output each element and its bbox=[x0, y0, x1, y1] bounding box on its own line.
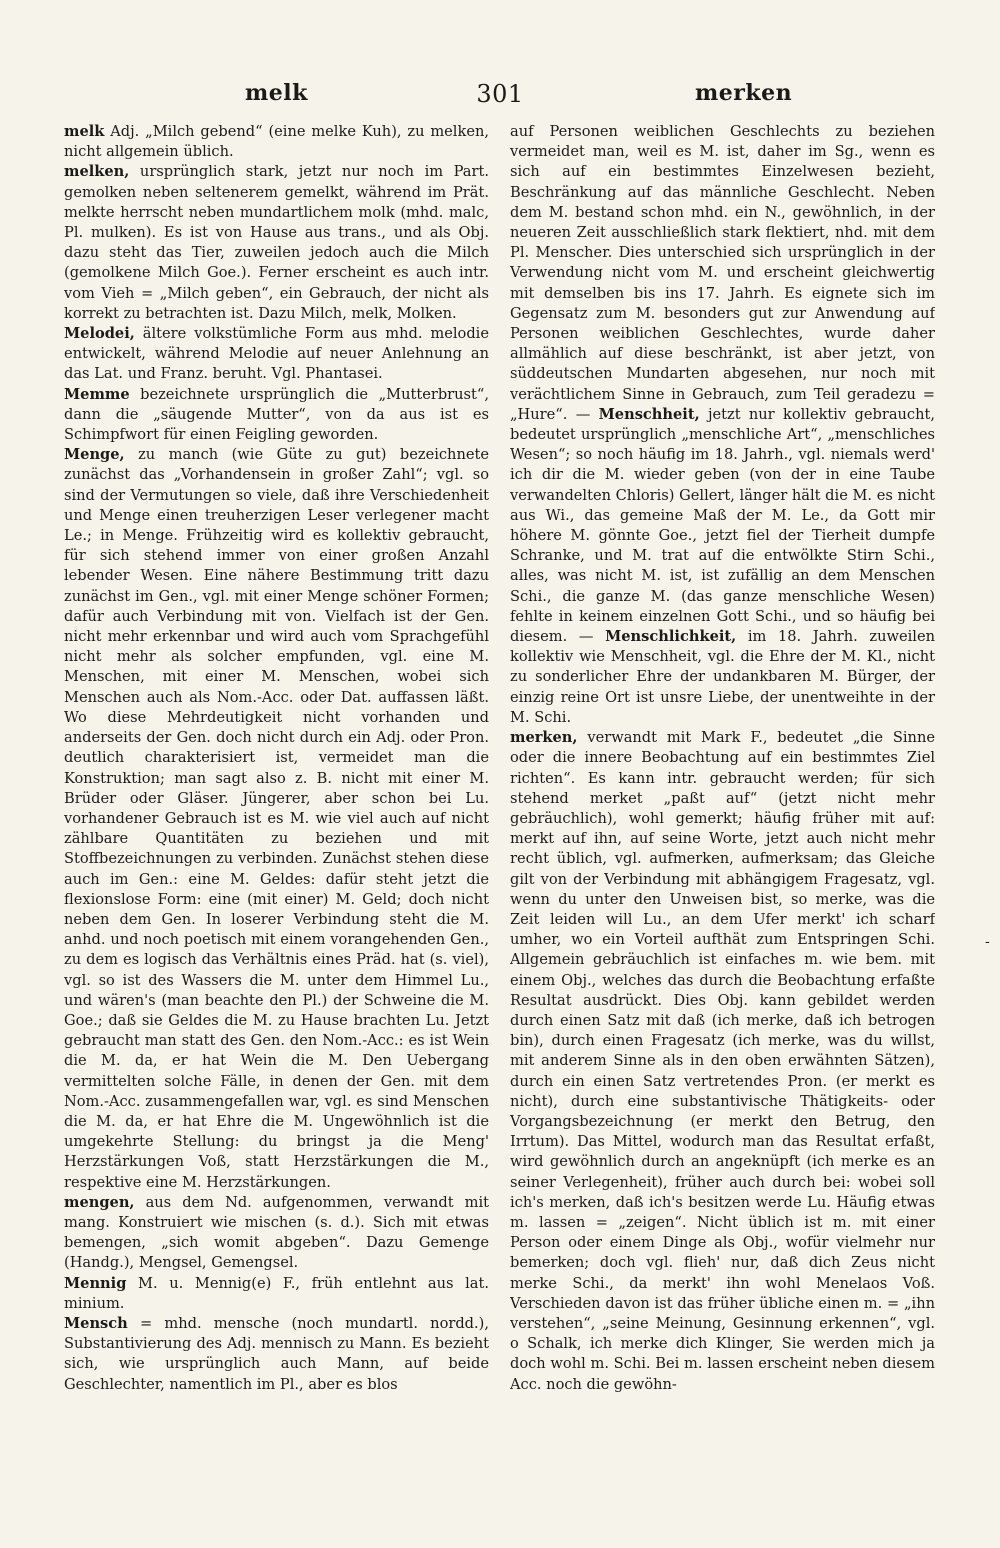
left-column bbox=[64, 122, 489, 1512]
headword: mengen, bbox=[64, 1193, 135, 1211]
entry-text: jetzt nur kollektiv gebraucht, bedeutet ursprünglich „menschliche Art“, „menschliches Wesen“; so noch häufig im 18. Jahrh., vgl. niemals werd' ich dir die M. wieder geben (von der in eine Taube verwandelten Chloris) Gellert, länger hält die M. es nicht aus Wi., das gemeine Maß der M. Le., da Gott mir höhere M. gönnte Goe., jetzt fiel der Tierheit dumpfe Schranke, und M. trat auf die entwölkte Stirn Schi., alles, was nicht M. ist, ist zufällig an dem Menschen Schi., die ganze M. (das ganze menschliche Wesen) fehlte in keinem einzelnen Gott Schi., und so häufig bei diesem. — bbox=[510, 405, 935, 646]
entry-continuation bbox=[510, 122, 935, 728]
headword: Menschheit, bbox=[598, 405, 700, 423]
headword: Menschlichkeit, bbox=[605, 628, 737, 646]
headword: merken, bbox=[510, 729, 578, 747]
entry-text: bezeichnete ursprünglich die „Mutterbrust“, dann die „säugende Mutter“, von da aus ist es Schimpfwort für einen Feigling geworden. bbox=[64, 385, 489, 444]
page-header bbox=[60, 80, 940, 120]
left-running-head: melk bbox=[245, 80, 308, 106]
headword: melk bbox=[64, 123, 105, 140]
entry-text: = mhd. mensche (noch mundartl. nordd.), Substantivierung des Adj. mennisch zu Mann. Es bezieht sich, wie ursprünglich auch Mann, auf beide Geschlechter, namentlich im Pl., aber es blos bbox=[64, 1314, 489, 1393]
headword: melken, bbox=[64, 163, 130, 181]
entry-text: ältere volkstümliche Form aus mhd. melodie entwickelt, während Melodie auf neuer Anlehnung an das Lat. und Franz. beruht. Vgl. Phantasei. bbox=[64, 325, 489, 383]
entry-text: verwandt mit Mark F., bedeutet „die Sinne oder die innere Beobachtung auf ein bestimmtes Ziel richten“. Es kann intr. gebraucht werden; für sich stehend merket „paßt auf“ (jetzt nicht mehr gebräuchlich), wohl gemerkt; häufig früher mit auf: merkt auf ihn, auf seine Worte, jetzt auch nicht mehr recht üblich, vgl. aufmerken, aufmerksam; das Gleiche gilt von der Verbindung mit abhängigem Fragesatz, vgl. wenn du unter den Unweisen bist, so merke, was die Zeit leiden will Lu., an dem Ufer merkt' ich scharf umher, wo ein Vorteil aufthät zum Entspringen Schi. Allgemein gebräuchlich ist einfaches m. wie bem. mit einem Obj., welches das durch die Beobachtung erfaßte Resultat ausdrückt. Dies Obj. kann gebildet werden durch einen Satz mit daß (ich merke, daß ich betrogen bin), durch einen Fragesatz (ich merke, was du willst, mit anderem Sinne als in den oben erwähnten Sätzen), durch ein einen Satz vertretendes Pron. (er merkt es nicht), durch eine substantivische Thätigkeits- oder Vorgangsbezeichnung (er merkt den Betrug, den Irrtum). Das Mittel, wodurch man das Resultat erfaßt, wird gewöhnlich durch an angeknüpft (ich merke es an seiner Verlegenheit), früher auch durch bei: wobei soll ich's merken, daß ich's besitzen werde Lu. Häufig etwas m. lassen = „zeigen“. Nicht üblich ist m. mit einer Person oder einem Dinge als Obj., wofür vielmehr nur bemerken; doch vgl. flieh' nur, daß dich Zeus nicht merke Schi., da merkt' ihn wohl Menelaos Voß. Verschieden davon ist das früher übliche einen m. = „ihn verstehen“, „seine Meinung, Gesinnung erkennen“, vgl. o Schalk, ich merke dich Klinger, Sie werden mich ja doch wohl m. Schi. Bei m. lassen erscheint neben diesem Acc. noch die gewöhn- bbox=[510, 729, 935, 1393]
entry-text: aus dem Nd. aufgenommen, verwandt mit mang. Konstruiert wie mischen (s. d.). Sich mit etwas bemengen, „sich womit abgeben“. Dazu Gemenge (Handg.), Mengsel, Gemengsel. bbox=[64, 1193, 489, 1272]
entry-merken bbox=[510, 728, 935, 1395]
entry-text: ursprünglich stark, jetzt nur noch im Part. gemolken neben seltenerem gemelkt, während im Prät. melkte herrscht neben mundartlichem molk (mhd. malc, Pl. mulken). Es ist von Hause aus trans., und als Obj. dazu steht das Tier, zuweilen jedoch auch die Milch (gemolkene Milch Goe.). Ferner erscheint es auch intr. vom Vieh = „Milch geben“, ein Gebrauch, der nicht als korrekt zu betrachten ist. Dazu Milch, melk, Molken. bbox=[64, 163, 489, 322]
entry-mennig bbox=[64, 1274, 489, 1314]
page-number: 301 bbox=[476, 80, 524, 108]
entry-mengen bbox=[64, 1193, 489, 1274]
entry-memme bbox=[64, 385, 489, 446]
entry-text: Adj. „Milch gebend“ (eine melke Kuh), zu melken, nicht allgemein üblich. bbox=[64, 123, 489, 161]
margin-mark: - bbox=[985, 934, 990, 950]
entry-mensch bbox=[64, 1314, 489, 1395]
entry-melodei bbox=[64, 324, 489, 385]
entry-text: zu manch (wie Güte zu gut) bezeichnete zunächst das „Vorhandensein in großer Zahl“; vgl. so sind der Vermutungen so viele, daß ihre Verschiedenheit und Menge einen treuherzigen Leser verlegener macht Le.; in Menge. Frühzeitig wird es kollektiv gebraucht, für sich stehend immer von einer großen Anzahl lebender Wesen. Eine nähere Bestimmung tritt dazu zunächst im Gen., vgl. mit einer Menge schöner Formen; dafür auch Verbindung mit von. Vielfach ist der Gen. nicht mehr erkennbar und wird auch vom Sprachgefühl nicht mehr als solcher empfunden, vgl. eine M. Menschen, mit einer M. Menschen, wobei sich Menschen auch als Nom.-Acc. oder Dat. auffassen läßt. Wo diese Mehrdeutigkeit nicht vorhanden und anderseits der Gen. doch nicht durch ein Adj. oder Pron. deutlich charakterisiert ist, vermeidet man die Konstruktion; man sagt also z. B. nicht mit einer M. Brüder oder Gläser. Jüngerer, aber schon bei Lu. vorhandener Gebrauch ist es M. wie viel auch auf nicht zählbare Quantitäten zu beziehen und mit Stoffbezeichnungen zu verbinden. Zunächst stehen diese auch im Gen.: eine M. Geldes: dafür steht jetzt die flexionslose Form: eine (mit einer) M. Geld; doch nicht neben dem Gen. In loserer Verbindung steht die M. anhd. und noch poetisch mit einem vorangehenden Gen., zu dem es logisch das Verhältnis eines Präd. hat (s. viel), vgl. so ist des Wassers die M. unter dem Himmel Lu., und wären's (man beachte den Pl.) der Schweine die M. Goe.; daß sie Geldes die M. zu Hause brachten Lu. Jetzt gebraucht man statt des Gen. den Nom.-Acc.: es ist Wein die M. da, er hat Wein die M. Den Uebergang vermittelten solche Fälle, in denen der Gen. mit dem Nom.-Acc. zusammengefallen war, vgl. es sind Menschen die M. da, er hat Ehre die M. Ungewöhnlich ist die umgekehrte Stellung: du bringst ja die Meng' Herzstärkungen Voß, statt Herzstärkungen die M., respektive eine M. Herzstärkungen. bbox=[64, 446, 489, 1191]
right-running-head: merken bbox=[695, 80, 793, 106]
entry-melken bbox=[64, 162, 489, 324]
headword: Mennig bbox=[64, 1274, 127, 1292]
headword: Memme bbox=[64, 385, 130, 403]
entry-text: M. u. Mennig(e) F., früh entlehnt aus lat. minium. bbox=[64, 1274, 489, 1312]
headword: Mensch bbox=[64, 1314, 128, 1332]
right-column bbox=[510, 122, 935, 1512]
entry-text: im 18. Jahrh. zuweilen kollektiv wie Menschheit, vgl. die Ehre der M. Kl., nicht zu sonderlicher Ehre der undankbaren M. Bürger, der einzig reine Ort ist unsre Liebe, der unentweihte in der M. Schi. bbox=[510, 628, 935, 726]
entry-text: auf Personen weiblichen Geschlechts zu beziehen vermeidet man, weil es M. ist, daher im Sg., wenn es sich auf ein bestimmtes Einzelwesen bezieht, Beschränkung auf das männliche Geschlecht. Neben dem M. bestand schon mhd. ein N., gewöhnlich, in der neueren Zeit ausschließlich stark flektiert, nhd. mit dem Pl. Menscher. Dies unterschied sich ursprünglich in der Verwendung nicht vom M. und erscheint gleichwertig mit demselben bis ins 17. Jahrh. Es eignete sich im Gegensatz zum M. besonders gut zur Anwendung auf Personen weiblichen Geschlechtes, wurde daher allmählich auf diese beschränkt, ist aber jetzt, von süddeutschen Mundarten abgesehen, nur noch mit verächtlichem Sinne in Gebrauch, zum Teil geradezu = „Hure“. — bbox=[510, 123, 935, 423]
headword: Melodei, bbox=[64, 325, 135, 343]
headword: Menge, bbox=[64, 446, 125, 464]
entry-menge bbox=[64, 445, 489, 1193]
entry-melk bbox=[64, 122, 489, 162]
